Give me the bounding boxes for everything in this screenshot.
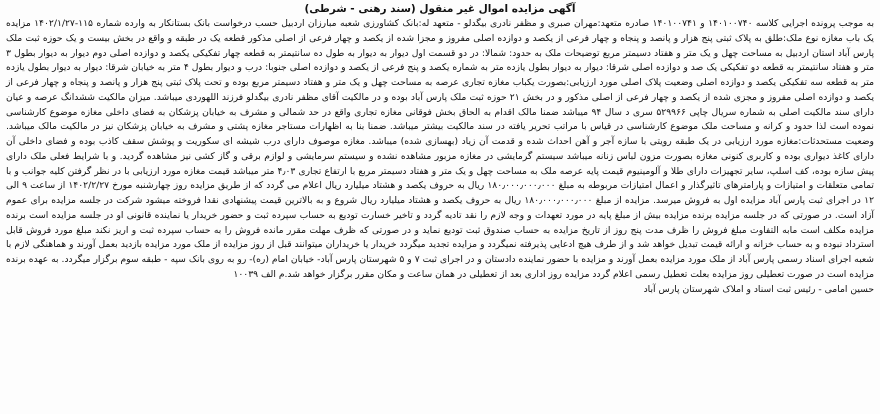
notice-body: به موجب پرونده اجرایی کلاسه ۱۴۰۱۰۰۷۴۰ و ۱۴۰۱۰۰۷۴۱ صادره متعهد:مهران صبری و مظفر نادری بیگدلو - متعهد له:بانک کشاورزی شعبه مبارزان اردبیل حسب درخواست بانک بستانکار به وارده شماره ۱۱۵-۱۴۰۲/۱/۲۷ مزایده یک باب مغازه نوع ملک:طلق به پلاک ثبتی پنج هزار و پانصد و پنجاه و چهار فرعی از یکصد و دوازده اصلی مفروز و مجزا شده از یکصد و چهار فرعی از اصلی مذکور قطعه یک در طبقه و واقع در بخش بیست و یک حوزه ثبت ملک پارس آباد استان اردبیل به مساحت چهل و یک متر و هفتاد دسیمتر مربع توضیحات ملک به حدود: شمالا: در دو قسمت اول دیوار به دیوار به طول ده سانتیمتر به قطعه چهار تفکیکی یکصد و دوازده اصلی دوم دیوار به دیوار بطول ۳ متر و هفتاد سانتیمتر به قطعه دو تفکیکی یک صد و دوازده اصلی شرقا: دیوار به دیوار بطول یازده متر به شماره یکصد و پنج فرعی از یکصد و دوازده اصلی جنوبا: درب و دیوار بطول ۴ متر به خیابان شرقا: دیوار به دیوار بطول یازده متر به قطعه سه تفکیکی یکصد و دوازده اصلی وضعیت پلاک اصلی مورد ارزیابی:بصورت یکباب مغازه تجاری عرصه به مساحت چهل و یک متر و هفتاد دسیمتر مربع بوده و تحت پلاک ثبتی پنج هزار و پانصد و پنجاه و چهار فرعی از یکصد و دوازده اصلی مفروز و مجزی شده از یکصد و چهار فرعی از اصلی مذکور و در بخش ۲۱ حوزه ثبت ملک پارس آباد بوده و در مالکیت آقای مظفر نادری بیگدلو فرزند اللهوردی میباشد. میزان مالکیت ششدانگ عرصه و عیان دارای سند مالکیت اصلی به شماره سریال چاپی ۵۲۹۹۶۶ سری د سال ۹۴ میباشد ضمنا مالک اقدام به الحاق بخش فوقانی مغازه تجاری واقع در حد شمالی و مشرف به خیابان پزشکان به فضای داخلی مغازه موضوع کارشناسی نموده است لذا حدود و کرانه و مساحت ملک موضوع کارشناسی در قیاس با مراتب تحریر یافته در سند مالکیت بیشتر میباشد. ضمنا بنا به اظهارات مستاجر مغازه پشتی و مشرف به خیابان پزشکان نیز در مالکیت مالک میباشد. وضعیت مستحدثات:مغازه مورد ارزیابی در یک طبقه رویتی با سازه آجر و آهن احداث شده و قدمت آن زیاد (بهسازی شده) میباشد. مغازه موصوف دارای درب شیشه ای سکوریت و پوشش سقف کاذب بوده و فضای داخلی آن دارای کاغذ دیواری بوده و کاربری کنونی مغازه بصورت مزون لباس زنانه میباشد سیستم گرمایشی در مغازه مزبور مشاهده نشده و سیستم سرمایشی و لوازم برقی و گاز کشی نیز مشاهده گردید. و با شرایط فعلی ملک دارای پیش سازه بوده، کف اسلپ، سایر تجهیزات دارای طلا و آلومینیوم قیمت پایه عرصه ملک به مساحت چهل و یک متر و هفتاد دسیمتر مربع با ارتفاع تجاری ۴٫۰۳ متر میباشد قیمت مغازه مورد ارزیابی با در نظر گرفتن کلیه جوانب و با تمامی متعلقات و امتیازات و پارامترهای تاثیرگذار و اعمال امتیازات مربوطه به مبلغ ۱۸۰٫۰۰۰٫۰۰۰٫۰۰۰ ریال به حروف یکصد و هشتاد میلیارد ریال اعلام می گردد که از طریق مزایده روز چهارشنبه مورخ ۱۴۰۲/۲/۲۷ از ساعت ۹ الی ۱۲ در اجرای ثبت پارس آباد مزایده اول به فروش میرسد. مزایده از مبلغ ۱۸۰٫۰۰۰٫۰۰۰٫۰۰۰ ریال به حروف یکصد و هشتاد میلیارد ریال شروع و به بالاترین قیمت پیشنهادی نقدا فروخته میشود شرکت در جلسه مزایده برای عموم آزاد است. در صورتی که در جلسه مزایده برنده مزایده بیش از مبلغ پایه در مورد تعهدات و وجه لازم را نقد تادیه گردد و تاخیر خسارت تودیع به حساب سپرده ثبت و حضور خریدار یا نماینده قانونی او در جلسه مزایده است برنده مزایده مکلف است مابه التفاوت مبلغ فروش را ظرف مدت پنج روز از تاریخ مزایده به حساب صندوق ثبت تودیع نماید و در صورتی که ظرف مهلت مقرر مانده فروش را به حساب سپرده ثبت و اریز نکند مبلغ مورد فروش قابل استرداد نبوده و به حساب خزانه و ارائه قیمت تبدیل خواهد شد و از طرف هیچ ادعایی پذیرفته نمیگردد و مزایده تجدید میگردد خریدار یا خریداران میتوانند قبل از روز مزایده از ملک مورد مزایده بازدید بعمل آورند و هماهنگی لازم با شعبه اجرای اسناد رسمی پارس آباد از ملک مورد مزایده بعمل آورند و مزایده با حضور نماینده دادستان و در اجرای ثبت ۷ و ۵ شهرستان پارس آباد- خیابان امام (ره)- رو به روی بانک سپه - طبقه سوم برگزار میگردد. به عهده برنده مزایده است در صورت تعطیلی روز مزایده بعلت تعطیل رسمی اعلام گردد مزایده روز اداری بعد از تعطیلی در همان ساعت و مکان مقرر برگزار خواهد شد.م الف ۱۰۰۳۹ (6, 18, 875, 280)
notice-title: آگهی مزایده اموال غیر منقول (سند رهنی - شرطی) (304, 3, 576, 15)
notice-signature: حسین امامی - رئیس ثبت اسناد و املاک شهرستان پارس آباد (643, 283, 874, 295)
